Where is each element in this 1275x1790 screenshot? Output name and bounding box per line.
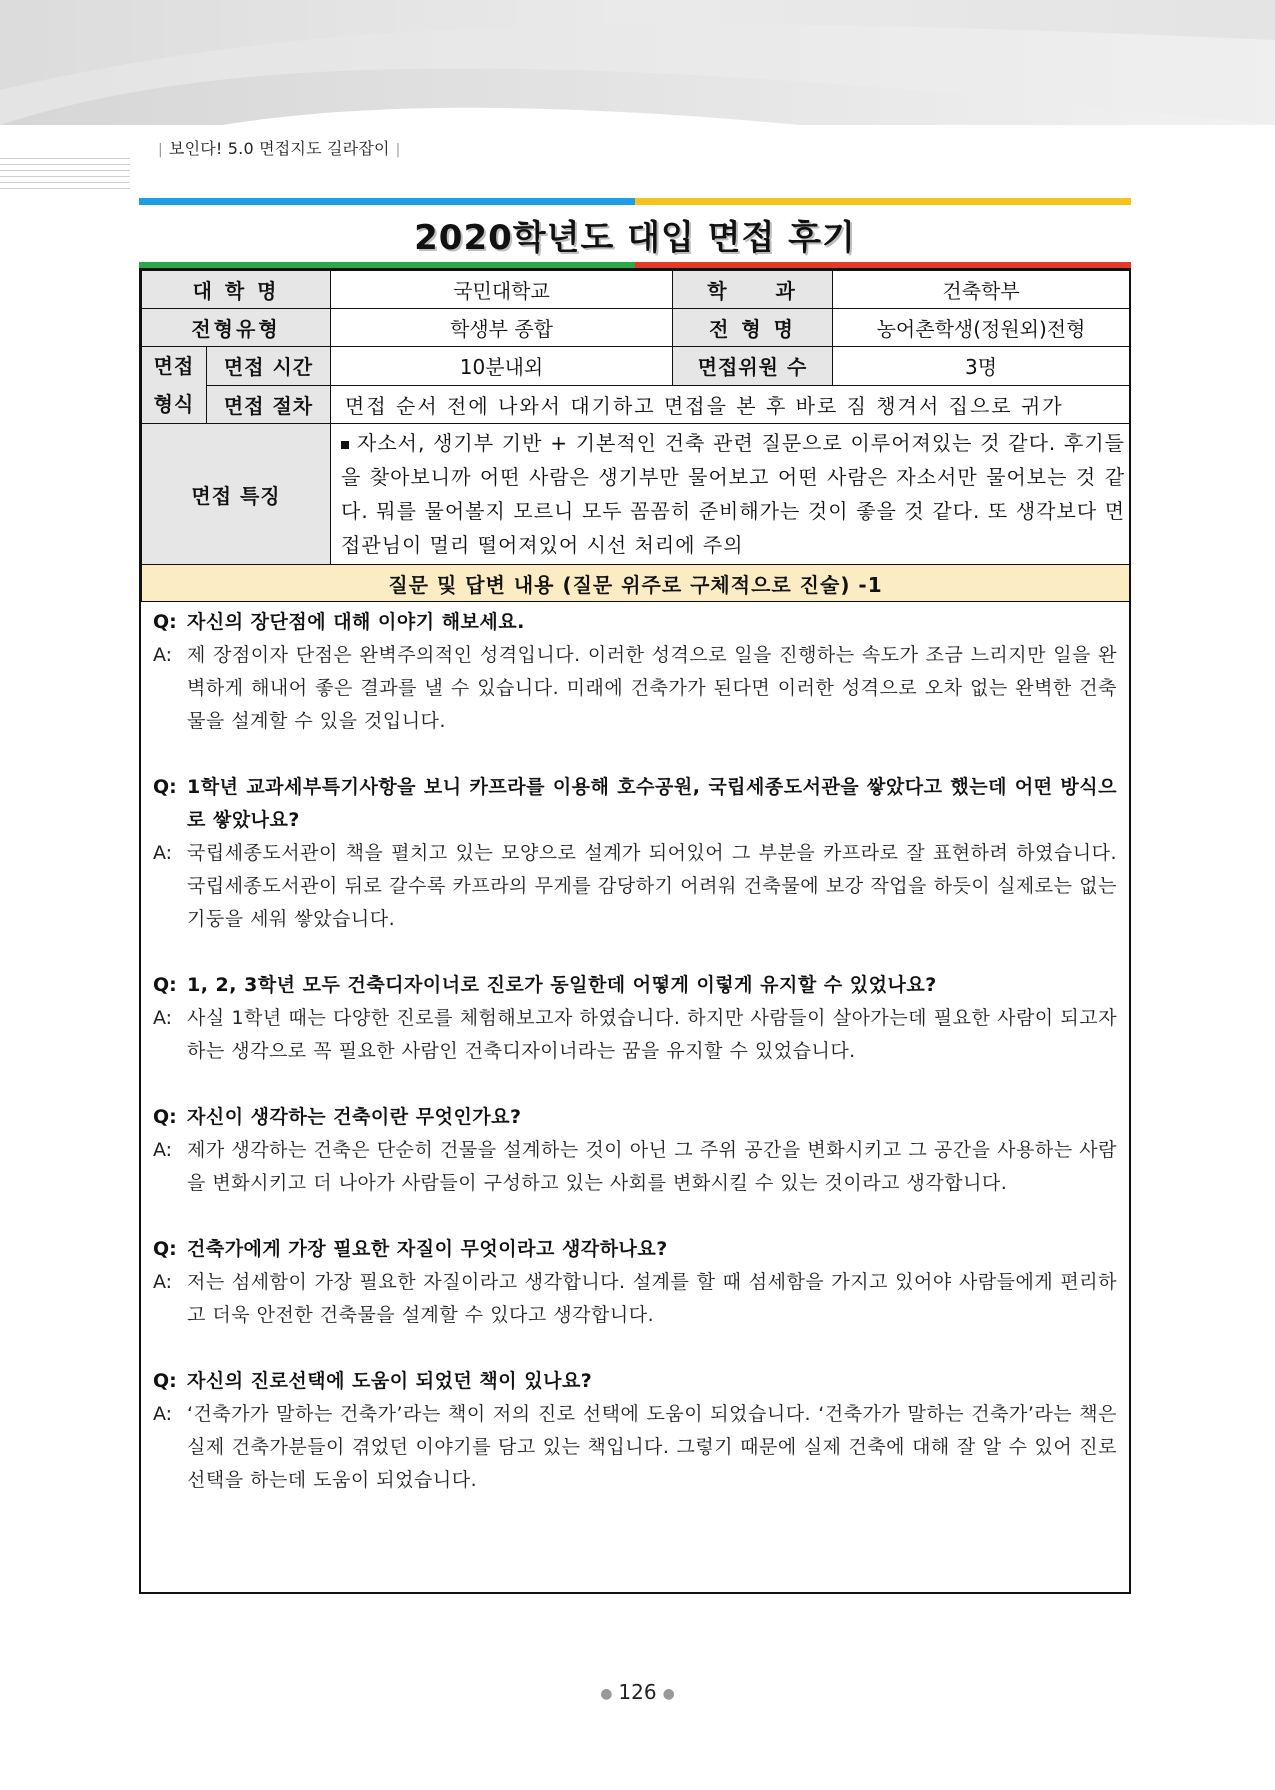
university-value: 국민대학교 (331, 271, 673, 309)
interviewers-value: 3명 (833, 347, 1130, 386)
features-value (331, 424, 1130, 565)
answer-prefix: A: (153, 842, 173, 864)
decorative-lines (0, 158, 130, 194)
page-number: ● 126 ● (600, 1680, 675, 1704)
answer-text: 제 장점이자 단점은 완벽주의적인 성격입니다. 이러한 성격으로 일을 진행하는 속도가 조금 느리지만 일을 완벽하게 해내어 좋은 결과를 낼 수 있습니다. 미래에 건축가가 된다면 이러한 성격으로 오차 없는 완벽한 건축물을 설계할 수 있을 것입니다. (187, 644, 1117, 732)
bullet-icon (341, 441, 349, 449)
answer-text: 국립세종도서관이 책을 펼치고 있는 모양으로 설계가 되어있어 그 부분을 카프라로 잘 표현하려 하였습니다. 국립세종도서관이 뒤로 갈수록 카프라의 무게를 감당하기 어려워 건축물에 보강 작업을 하듯이 실제로는 없는 기둥을 세워 쌓았습니다. (187, 842, 1117, 930)
admission-name-label: 전 형 명 (673, 309, 833, 347)
time-label: 면접 시간 (207, 347, 331, 386)
answer-prefix: A: (153, 644, 173, 666)
major-value: 건축학부 (833, 271, 1130, 309)
question-text: 1, 2, 3학년 모두 건축디자이너로 진로가 동일한데 어떻게 이렇게 유지할 수 있었나요? (187, 974, 937, 996)
review-form (139, 268, 1131, 1594)
answer-prefix: A: (153, 1139, 173, 1161)
question-text: 자신의 장단점에 대해 이야기 해보세요. (187, 611, 525, 633)
answer-text: 저는 섬세함이 가장 필요한 자질이라고 생각합니다. 설계를 할 때 섬세함을 가지고 있어야 사람들에게 편리하고 더욱 안전한 건축물을 설계할 수 있다고 생각합니다. (187, 1271, 1117, 1326)
answer-prefix: A: (153, 1403, 173, 1425)
qa-item (153, 1233, 1117, 1332)
qa-item (153, 606, 1117, 738)
series-label: | 보인다! 5.0 면접지도 길라잡이 | (158, 139, 401, 158)
page-title: 2020학년도 대입 면접 후기 (414, 218, 856, 258)
admission-name-value: 농어촌학생(정원외)전형 (833, 309, 1130, 347)
question-prefix: Q: (153, 611, 177, 633)
format-label: 면접 형식 (142, 347, 207, 424)
question-prefix: Q: (153, 1370, 177, 1392)
qa-item (153, 1365, 1117, 1497)
qa-item (153, 1101, 1117, 1200)
page-number-text: 126 (618, 1680, 657, 1704)
top-color-bar (139, 198, 1131, 205)
features-text: 자소서, 생기부 기반 + 기본적인 건축 관련 질문으로 이루어져있는 것 같다. 후기들을 찾아보니까 어떤 사람은 생기부만 물어보고 어떤 사람은 자소서만 물어보는 것 같다. 뭐를 물어볼지 모르니 모두 꼼꼼히 준비해가는 것이 좋을 것 같다. 또 생각보다 면접관님이 멀리 떨어져있어 시선 처리에 주의 (341, 431, 1126, 557)
qa-item (153, 969, 1117, 1068)
question-prefix: Q: (153, 1238, 177, 1260)
answer-text: ‘건축가가 말하는 건축가’라는 책이 저의 진로 선택에 도움이 되었습니다. ‘건축가가 말하는 건축가’라는 책은 실제 건축가분들이 겪었던 이야기를 담고 있는 책입니다. 그렇기 때문에 실제 건축에 대해 잘 알 수 있어 진로선택을 하는데 도움이 되었습니다. (187, 1403, 1117, 1491)
question-text: 건축가에게 가장 필요한 자질이 무엇이라고 생각하나요? (187, 1238, 668, 1260)
question-text: 자신이 생각하는 건축이란 무엇인가요? (187, 1106, 522, 1128)
admission-type-value: 학생부 종합 (331, 309, 673, 347)
answer-prefix: A: (153, 1271, 173, 1293)
qa-heading: 질문 및 답변 내용 (질문 위주로 구체적으로 진술) -1 (142, 565, 1130, 602)
question-prefix: Q: (153, 776, 177, 798)
university-label: 대 학 명 (142, 271, 331, 309)
answer-prefix: A: (153, 1007, 173, 1029)
question-text: 1학년 교과세부특기사항을 보니 카프라를 이용해 호수공원, 국립세종도서관을 쌓았다고 했는데 어떤 방식으로 쌓았나요? (187, 776, 1117, 831)
answer-text: 제가 생각하는 건축은 단순히 건물을 설계하는 것이 아닌 그 주위 공간을 변화시키고 그 공간을 사용하는 사람을 변화시키고 더 나아가 사람들이 구성하고 있는 사회를 변화시킬 수 있는 것이라고 생각합니다. (187, 1139, 1117, 1194)
interviewers-label: 면접위원 수 (673, 347, 833, 386)
question-prefix: Q: (153, 974, 177, 996)
info-table (141, 270, 1130, 602)
features-label: 면접 특징 (142, 424, 331, 565)
time-value: 10분내외 (331, 347, 673, 386)
answer-text: 사실 1학년 때는 다양한 진로를 체험해보고자 하였습니다. 하지만 사람들이 살아가는데 필요한 사람이 되고자하는 생각으로 꼭 필요한 사람인 건축디자이너라는 꿈을 유지할 수 있었습니다. (187, 1007, 1117, 1062)
major-label: 학 과 (673, 271, 833, 309)
procedure-label: 면접 절차 (207, 385, 331, 424)
qa-list (141, 602, 1129, 1497)
question-prefix: Q: (153, 1106, 177, 1128)
qa-item (153, 771, 1117, 936)
admission-type-label: 전형유형 (142, 309, 331, 347)
procedure-value: 면접 순서 전에 나와서 대기하고 면접을 본 후 바로 짐 챙겨서 집으로 귀가 (331, 385, 1130, 424)
question-text: 자신의 진로선택에 도움이 되었던 책이 있나요? (187, 1370, 593, 1392)
